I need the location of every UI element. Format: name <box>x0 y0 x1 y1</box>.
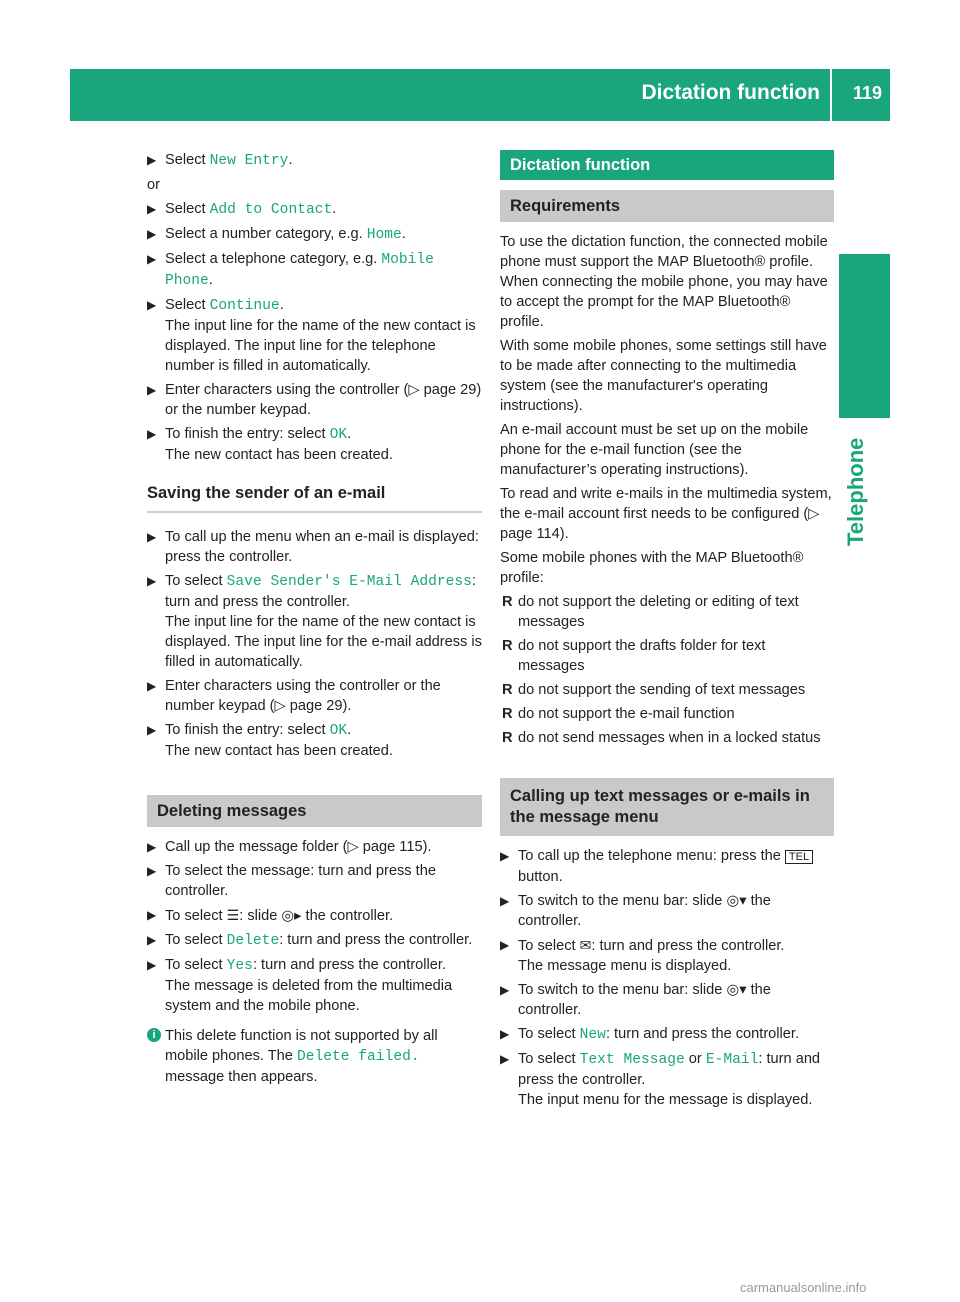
list-item: R do not support the e-mail function <box>502 706 735 722</box>
side-tab-label: Telephone <box>843 437 868 546</box>
list-item: R do not support the sending of text messages <box>502 682 806 698</box>
step-telephone-menu: ▶ To call up the telephone menu: press the TEL button. <box>500 846 834 887</box>
arrow-icon: ▶ <box>147 574 157 588</box>
step-message-folder: ▶ Call up the message folder (▷ page 115). <box>147 839 432 855</box>
arrow-icon: ▶ <box>147 153 157 167</box>
or-text: or <box>147 177 160 193</box>
step-select-delete: ▶ To select Delete: turn and press the controller. <box>147 932 473 949</box>
arrow-icon: ▶ <box>147 298 157 312</box>
step-select-continue: ▶ Select Continue. The input line for the name of the new contact is displayed. The input line for the telephone number is filled in automatically. <box>147 297 476 374</box>
paragraph-some-phones: Some mobile phones with the MAP Bluetooth® profile: <box>500 550 804 586</box>
arrow-icon: ▶ <box>147 723 157 737</box>
paragraph-configure: To read and write e-mails in the multimedia system, the e-mail account first needs to be configured (▷ page 114). <box>500 486 832 542</box>
header-divider <box>830 69 832 121</box>
step-telephone-category: ▶ Select a telephone category, e.g. Mobile Phone. <box>147 251 434 289</box>
arrow-icon: ▶ <box>500 938 510 952</box>
arrow-icon: ▶ <box>147 383 157 397</box>
arrow-icon: ▶ <box>147 252 157 266</box>
list-item: R do not support the deleting or editing of text messages <box>502 594 799 630</box>
step-select-options-icon: ▶ To select ☰: slide ◎▸ the controller. <box>147 907 394 924</box>
arrow-icon: ▶ <box>147 933 157 947</box>
list-item: R do not send messages when in a locked status <box>502 730 821 746</box>
section-bar-deleting-messages: Deleting messages <box>147 795 482 827</box>
step-switch-menu-bar-2: ▶ To switch to the menu bar: slide ◎▾ the controller. <box>500 982 771 1018</box>
arrow-icon: ▶ <box>147 908 157 922</box>
section-bar-calling-messages: Calling up text messages or e-mails in the message menu <box>500 778 834 836</box>
arrow-icon: ▶ <box>500 849 510 863</box>
page-header <box>70 69 890 121</box>
paragraph-email-account: An e-mail account must be set up on the mobile phone for the e-mail function (see the manufacturer’s operating instructions). <box>500 422 809 478</box>
watermark-footer: carmanualsonline.info <box>740 1280 867 1295</box>
step-finish-entry-2: ▶ To finish the entry: select OK. The new contact has been created. <box>147 722 393 759</box>
step-select-envelope: ▶ To select ✉: turn and press the controller. The message menu is displayed. <box>500 937 785 974</box>
step-save-sender: ▶ To select Save Sender's E-Mail Address: turn and press the controller. The input line for the name of the new contact is displayed. The input line for the e-mail address is filled in automatically. <box>147 573 482 670</box>
step-enter-characters-keypad: ▶ Enter characters using the controller or the number keypad (▷ page 29). <box>147 678 441 714</box>
section-bar-dictation-function: Dictation function <box>500 150 834 180</box>
step-select-new: ▶ To select New: turn and press the controller. <box>500 1026 800 1043</box>
arrow-icon: ▶ <box>147 958 157 972</box>
paragraph-settings: With some mobile phones, some settings still have to be made after connecting to the multimedia system (see the manufacturer's operating instructions). <box>500 338 827 414</box>
step-select-message: ▶ To select the message: turn and press the controller. <box>147 863 436 899</box>
step-select-yes: ▶ To select Yes: turn and press the controller. The message is deleted from the multimedia system and the mobile phone. <box>147 957 453 1014</box>
step-select-add-to-contact: ▶ Select Add to Contact. <box>147 201 337 218</box>
step-number-category: ▶ Select a number category, e.g. Home. <box>147 226 406 243</box>
side-tab-marker <box>839 254 890 418</box>
list-item: R do not support the drafts folder for text messages <box>502 638 766 674</box>
step-select-message-type: ▶ To select Text Message or E-Mail: turn and press the controller. The input menu for the message is displayed. <box>500 1051 821 1108</box>
arrow-icon: ▶ <box>147 864 157 878</box>
arrow-icon: ▶ <box>147 840 157 854</box>
step-switch-menu-bar: ▶ To switch to the menu bar: slide ◎▾ the controller. <box>500 893 771 929</box>
tel-button-icon: TEL <box>785 850 813 864</box>
info-icon: i <box>147 1028 161 1042</box>
step-call-up-menu: ▶ To call up the menu when an e-mail is displayed: press the controller. <box>147 529 479 565</box>
arrow-icon: ▶ <box>500 983 510 997</box>
info-note: i This delete function is not supported by all mobile phones. The Delete failed. message then appears. <box>147 1026 482 1087</box>
arrow-icon: ▶ <box>147 679 157 693</box>
section-heading-saving-sender: Saving the sender of an e-mail <box>147 483 482 513</box>
arrow-icon: ▶ <box>147 202 157 216</box>
arrow-icon: ▶ <box>500 894 510 908</box>
envelope-icon: ✉ <box>579 937 592 953</box>
arrow-icon: ▶ <box>500 1027 510 1041</box>
arrow-icon: ▶ <box>147 530 157 544</box>
page-number: 119 <box>852 83 882 103</box>
header-title: Dictation function <box>641 81 820 104</box>
section-bar-requirements: Requirements <box>500 190 834 222</box>
paragraph-map-profile: To use the dictation function, the connected mobile phone must support the MAP Bluetooth® profile. When connecting the mobile phone, you may have to accept the prompt for the MAP Bluetooth® profile. <box>500 234 828 330</box>
step-enter-characters: ▶ Enter characters using the controller (▷ page 29) or the number keypad. <box>147 382 482 418</box>
step-finish-entry: ▶ To finish the entry: select OK. The new contact has been created. <box>147 426 393 463</box>
arrow-icon: ▶ <box>147 427 157 441</box>
left-column <box>147 150 482 1087</box>
step-select-new-entry: ▶ Select New Entry. <box>147 152 293 169</box>
options-menu-icon: ☰ <box>226 907 240 923</box>
arrow-icon: ▶ <box>500 1052 510 1066</box>
right-column <box>500 150 834 1114</box>
arrow-icon: ▶ <box>147 227 157 241</box>
